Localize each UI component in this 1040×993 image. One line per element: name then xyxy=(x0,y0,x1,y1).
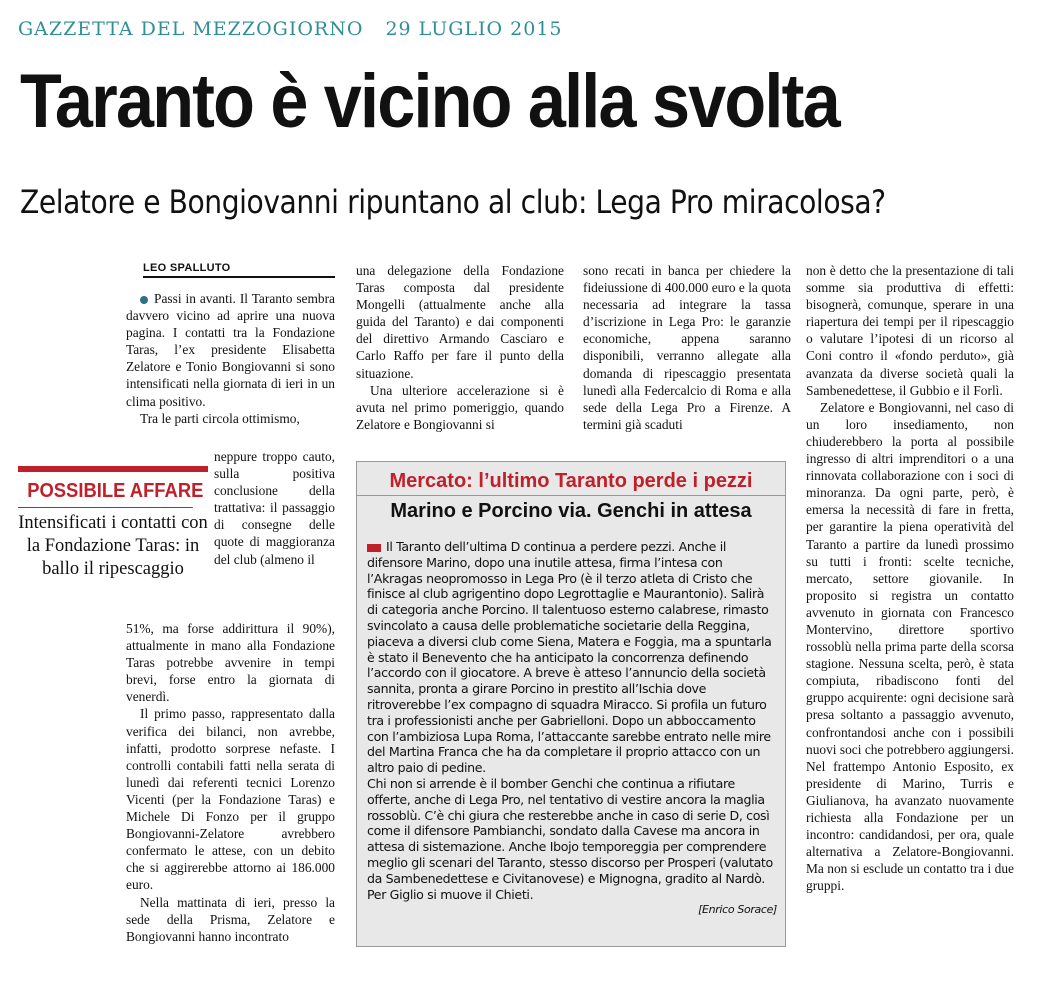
column-1-wrap: neppure troppo cauto, sulla positiva conclusione della trattativa: il passaggio di consegne delle quote di maggioranza del club (almeno il xyxy=(214,449,335,567)
paragraph: Nella mattinata di ieri, presso la sede della Prisma, Zelatore e Bongiovanni hanno incontrato xyxy=(126,894,335,944)
headline: Taranto è vicino alla svolta xyxy=(20,59,839,144)
paragraph: Il primo passo, rappresentato dalla verifica dei bilanci, non avrebbe, infatti, prodotto sorprese nefaste. I controlli contabili fatti nella serata di lunedì dai referenti tecnici Lorenzo Vicenti (per la Fondazione Taras) e Michele Di Fonzo per il gruppo Bongiovanni-Zelatore avrebbero confermato le attese, con un debito che si aggirerebbe attorno ai 186.000 euro. xyxy=(126,706,335,893)
column-4 xyxy=(806,262,1014,894)
paragraph: Tra le parti circola ottimismo, xyxy=(140,410,300,426)
masthead xyxy=(18,18,563,40)
paragraph xyxy=(367,539,777,776)
paragraph: non è detto che la presentazione di tali somme sia produttiva di effetti: bisognerà, comunque, sperare in una riapertura dei tempi per il ripescaggio o valutare l’ipotesi di un ricorso al Coni contro il «fondo perduto», già avanzata da diverse società quali la Sambenedettese, il Gubbio e il Forlì. xyxy=(806,263,1014,398)
bullet-icon xyxy=(140,296,148,304)
box-body xyxy=(367,539,777,918)
pull-quote xyxy=(18,466,208,581)
column-2 xyxy=(356,262,564,433)
pull-quote-text: Intensificati i contatti con la Fondazione Taras: in ballo il ripescaggio xyxy=(18,513,208,579)
subheadline: Zelatore e Bongiovanni ripuntano al club: Lega Pro miracolosa? xyxy=(20,183,886,221)
paragraph: Chi non si arrende è il bomber Genchi che continua a rifiutare offerte, anche di Lega Pro, nel tentativo di vestire ancora la maglia rossoblù. C’è chi giura che resterebbe anche in caso di serie D, così come il difensore Pambianchi, sondato dalla Cavese ma ancora in attesa di sistemazione. Anche Ibojo temporeggia per comprendere meglio gli scenari del Taranto, stesso discorso per Prosperi (valutato da Sambenedettese e Civitanovese) e Mignogna, gradito al Nardò. Per Giglio si muove il Chieti. xyxy=(367,775,773,902)
paragraph: sono recati in banca per chiedere la fideiussione di 400.000 euro e la quota necessaria ad integrare la tassa d’iscrizione in Lega Pro: le garanzie economiche, appena saranno disponibili, verranno allegate alla domanda di ripescaggio presentata lunedì alla Federcalcio di Roma e alla sede della Lega Pro a Firenze. A termini già scaduti xyxy=(583,263,791,432)
paragraph: una delegazione della Fondazione Taras composta dal presidente Mongelli (attualmente anche alla guida del Taranto) e dai componenti del direttivo Armando Casciaro e Carlo Raffo per fare il punto della situazione. xyxy=(356,263,564,381)
sidebar-box xyxy=(356,461,786,947)
paragraph: 51%, ma forse addirittura il 90%), attualmente in mano alla Fondazione Taras potrebbe avvenire in tempi brevi, forse entro la giornata di venerdì. xyxy=(126,621,335,705)
column-1 xyxy=(126,290,335,427)
pull-quote-title: POSSIBILE AFFARE xyxy=(18,472,193,508)
divider xyxy=(357,495,785,496)
column-3 xyxy=(583,262,791,433)
masthead-paper: GAZZETTA DEL MEZZOGIORNO xyxy=(18,18,364,40)
paragraph-text: Passi in avanti. Il Taranto sembra davvero vicino ad aprire una nuova pagina. I contatti tra la Fondazione Taras, l’ex presidente Elisabetta Zelatore e Tonio Bongiovanni si sono intensificati nella giornata di ieri in un clima positivo. xyxy=(126,291,335,409)
masthead-date: 29 LUGLIO 2015 xyxy=(385,18,563,40)
paragraph xyxy=(126,290,335,410)
column-1-continued xyxy=(126,620,335,945)
box-credit: [Enrico Sorace] xyxy=(698,903,777,917)
square-icon xyxy=(367,544,381,552)
paragraph: Una ulteriore accelerazione si è avuta nel primo pomeriggio, quando Zelatore e Bongiovanni si xyxy=(356,382,564,432)
paragraph: Zelatore e Bongiovanni, nel caso di un loro insediamento, non chiuderebbero la porta al possibile ingresso di altri imprenditori o a una rinnovata collaborazione con i soci di minoranza. Da ogni parte, però, è emersa la necessità di fare in fretta, per garantire la piena operatività del Taranto a partire da lunedì prossimo su tutti i fronti: scelte tecniche, mercato, settore giovanile. In proposito si registra un contatto avvenuto in giornata con Francesco Montervino, direttore sportivo rossoblù nella prima parte della scorsa stagione. Nessuna scelta, però, è stata compiuta, ribadiscono fonti del gruppo acquirente: ogni decisione sarà presa soltanto a passaggio avvenuto, confrontandosi anche con i possibili nuovi soci che potrebbero aggiungersi. Nel frattempo Antonio Esposito, ex presidente di Marino, Turris e Giulianova, ha avanzato nuovamente richiesta alla Fondazione per un incontro: candidandosi, per ora, quale alternativa a Zelatore-Bongiovanni. Ma non si esclude un contatto tra i due gruppi. xyxy=(806,399,1014,894)
byline: LEO SPALLUTO xyxy=(143,262,335,278)
box-subtitle: Marino e Porcino via. Genchi in attesa xyxy=(390,500,752,522)
paragraph-text: Il Taranto dell’ultima D continua a perdere pezzi. Anche il difensore Marino, dopo una inutile attesa, firma l’intesa con l’Akragas neopromosso in Lega Pro (è il terzo atleta di Cristo che finisce al club agrigentino dopo Legrottaglie e Maurantonio). Salirà di categoria anche Porcino. Il talentuoso esterno calabrese, rimasto svincolato a causa delle problematiche societarie della Reggina, piaceva a diversi club come Siena, Matera e Foggia, ma a spuntarla è stato il Benevento che ha anticipato la concorrenza definendo l’accordo con il giocatore. A breve è atteso l’annuncio della società sannita, pronta a girare Porcino in prestito all’Ischia dove ritroverebbe l’ex compagno di squadra Miracco. Si profila un futuro tra i professionisti anche per Gabrielloni. Dopo un abboccamento con l’ambiziosa Lupa Roma, l’attaccante sarebbe entrato nelle mire del Martina Franca che ha da completare il proprio attacco con un altro paio di pedine. xyxy=(367,539,772,776)
box-title: Mercato: l’ultimo Taranto perde i pezzi xyxy=(389,470,753,492)
